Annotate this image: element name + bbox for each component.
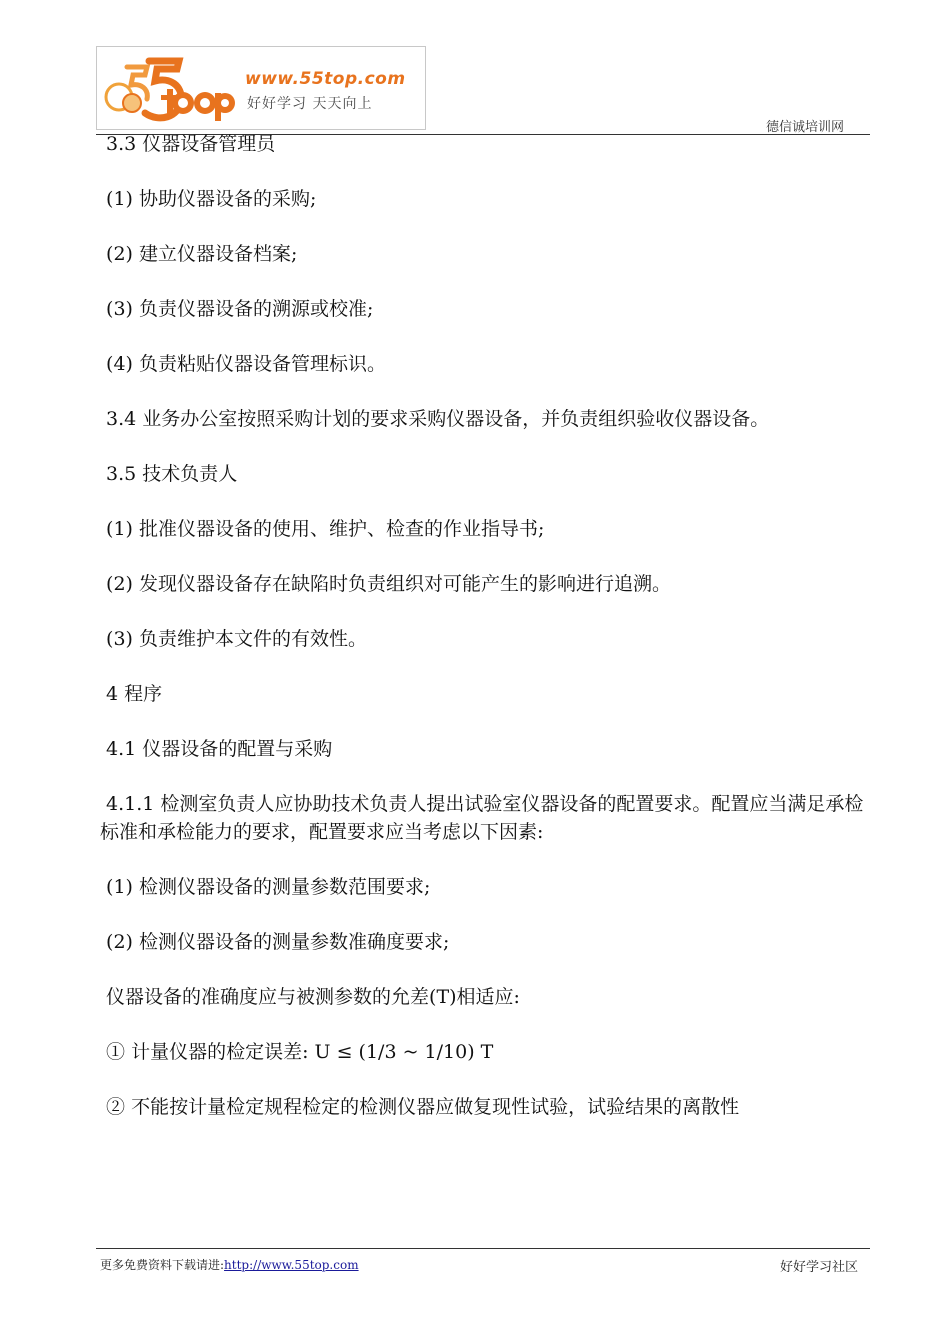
list-item: (2) 建立仪器设备档案; xyxy=(100,243,298,265)
logo-url-text: www.55top.com xyxy=(245,69,406,89)
list-item: ① 计量仪器的检定误差: U ≤ (1/3 ~ 1/10) T xyxy=(100,1041,494,1063)
logo-slogan: 好好学习 天天向上 xyxy=(247,96,373,112)
list-item: (2) 检测仪器设备的测量参数准确度要求; xyxy=(100,931,450,953)
55top-logo-icon xyxy=(97,47,247,129)
list-item: (4) 负责粘贴仪器设备管理标识。 xyxy=(100,353,387,375)
section-heading: 3.5 技术负责人 xyxy=(100,463,238,485)
section-heading: 3.3 仪器设备管理员 xyxy=(100,133,276,155)
footer-community-name: 好好学习社区 xyxy=(779,1260,858,1275)
list-item: (3) 负责仪器设备的溯源或校准; xyxy=(100,298,374,320)
footer-download-label: 更多免费资料下载请进: xyxy=(100,1258,225,1272)
section-heading: 4 程序 xyxy=(100,683,163,705)
footer-download-note xyxy=(100,1256,359,1273)
footer-link[interactable]: http://www.55top.com xyxy=(224,1258,359,1272)
document-body xyxy=(100,130,865,1148)
site-logo[interactable] xyxy=(96,46,426,130)
body-paragraph: 3.4 业务办公室按照采购计划的要求采购仪器设备，并负责组织验收仪器设备。 xyxy=(100,408,770,430)
list-item: (1) 协助仪器设备的采购; xyxy=(100,188,317,210)
list-item: (2) 发现仪器设备存在缺陷时负责组织对可能产生的影响进行追溯。 xyxy=(100,573,672,595)
body-paragraph: 4.1.1 检测室负责人应协助技术负责人提出试验室仪器设备的配置要求。配置应当满足承检标准和承检能力的要求，配置要求应当考虑以下因素: xyxy=(100,793,864,843)
header-site-name: 德信诚培训网 xyxy=(765,120,844,135)
list-item: (3) 负责维护本文件的有效性。 xyxy=(100,628,368,650)
section-heading: 4.1 仪器设备的配置与采购 xyxy=(100,738,333,760)
body-paragraph: 仪器设备的准确度应与被测参数的允差(T)相适应: xyxy=(100,986,520,1008)
list-item: (1) 检测仪器设备的测量参数范围要求; xyxy=(100,876,431,898)
footer-divider xyxy=(96,1248,870,1249)
list-item: (1) 批准仪器设备的使用、维护、检查的作业指导书; xyxy=(100,518,545,540)
list-item: ② 不能按计量检定规程检定的检测仪器应做复现性试验，试验结果的离散性 xyxy=(100,1096,740,1118)
